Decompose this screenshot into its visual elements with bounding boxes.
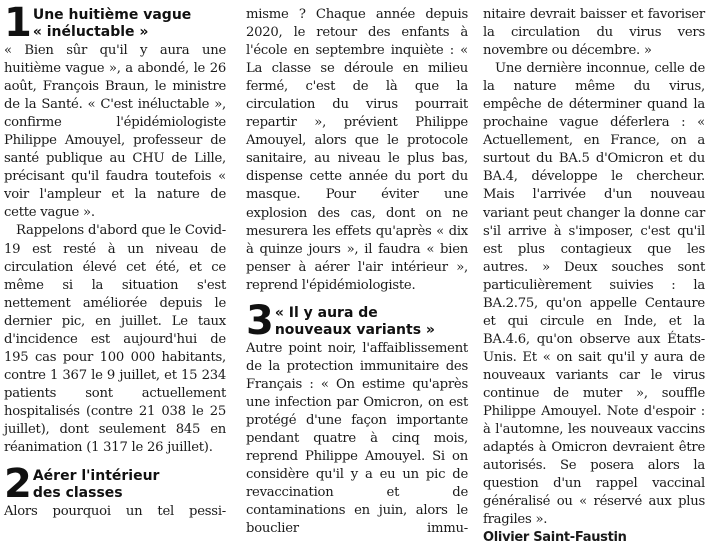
paragraph-5: Une dernière inconnue, celle de la nature même du virus, empêche de déterminer quand la prochaine vague déferlera : « Actuellement, en France, on a surtout du BA.5 d'Omicron et du BA.4, développe le chercheur. Mais l'arrivée d'un nouveau variant peut changer la donne car s'il arrive à s'imposer, c'est qu'il est plus contagieux que les autres. » Deux souches sont particulièrement suivies : la BA.2.75, qu'on appelle Centaure et qui circule en Inde, et la BA.4.6, qu'on observe aux États-Unis. Et « on sait qu'il y aura de nouveaux variants car le virus continue de muter », souffle Philippe Amouyel. Note d'espoir : à l'automne, les nouveaux vaccins adaptés à Omicron devraient être autorisés. Se posera alors la question d'un rappel vaccinal généralisé ou « réservé aux plus fragiles ». xyxy=(483,61,705,528)
paragraph-4-continued: nitaire devrait baisser et favoriser la circulation du virus vers novembre ou décembre. » xyxy=(483,7,705,59)
section-number-3: 3 xyxy=(246,297,272,344)
paragraph-3-start: Alors pourquoi un tel pessi- xyxy=(4,504,226,520)
paragraph-3-continued: misme ? Chaque année depuis 2020, le retour des enfants à l'école en septembre inquiète : « La classe se déroule en milieu fermé, c'est de là que la circulation du virus pourrait repartir », prévient Philippe Amouyel, alors que le protocole sanitaire, au niveau le plus bas, dispense cette année du port du masque. Pour éviter une explosion des cas, dont on ne mesurera les effets qu'après « dix à quinze jours », il faudra « bien penser à aérer l'air intérieur », reprend l'épidémiologiste. xyxy=(246,7,468,293)
section-heading-3 xyxy=(246,297,468,344)
section-heading-1 xyxy=(4,0,226,46)
paragraph-4: Autre point noir, l'affaiblissement de la protection immunitaire des Français : « On estime qu'après une infection par Omicron, on est protégé d'une façon importante pendant quatre à cinq mois, reprend Philippe Amouyel. Si on considère qu'il y a eu un pic de revaccination et de contaminations en juin, alors le bouclier immu- xyxy=(246,340,468,537)
section-heading-2 xyxy=(4,461,226,508)
paragraph-2: Rappelons d'abord que le Covid-19 est resté à un niveau de circulation élevé cet été, et ce même si la situation s'est nettement améliorée depuis le dernier pic, en juillet. Le taux d'incidence est aujourd'hui de 195 cas pour 100 000 habitants, contre 1 367 le 9 juillet, et 15 234 patients sont actuellement hospitalisés (contre 21 038 le 25 juillet), dont seulement 845 en réanimation (1 317 le 26 juillet). xyxy=(4,223,226,456)
column-1 xyxy=(4,0,226,521)
column-2 xyxy=(246,6,468,538)
section-number-1: 1 xyxy=(4,0,30,46)
section-title-2-line-1: Aérer l'intérieur xyxy=(32,468,160,485)
author-signature: Olivier Saint-Faustin xyxy=(483,530,627,546)
section-number-2: 2 xyxy=(4,461,30,508)
paragraph-1: « Bien sûr qu'il y aura une huitième vague », a abondé, le 26 août, François Braun, le ministre de la Santé. « C'est inéluctable », confirme l'épidémiologiste Philippe Amouyel, professeur de santé publique au CHU de Lille, précisant qu'il faudra toutefois « voir l'ampleur et la nature de cette vague ». xyxy=(4,43,226,221)
section-title-1-line-2: « inéluctable » xyxy=(32,24,149,40)
column-3 xyxy=(483,6,705,547)
section-title-3 xyxy=(275,304,435,339)
section-title-3-line-1: « Il y aura de xyxy=(274,304,378,321)
section-title-2-line-2: des classes xyxy=(32,485,123,502)
section-title-1-line-1: Une huitième vague xyxy=(32,7,192,23)
section-title-2 xyxy=(33,467,160,502)
section-title-1 xyxy=(33,6,191,41)
section-title-3-line-2: nouveaux variants » xyxy=(274,321,435,338)
